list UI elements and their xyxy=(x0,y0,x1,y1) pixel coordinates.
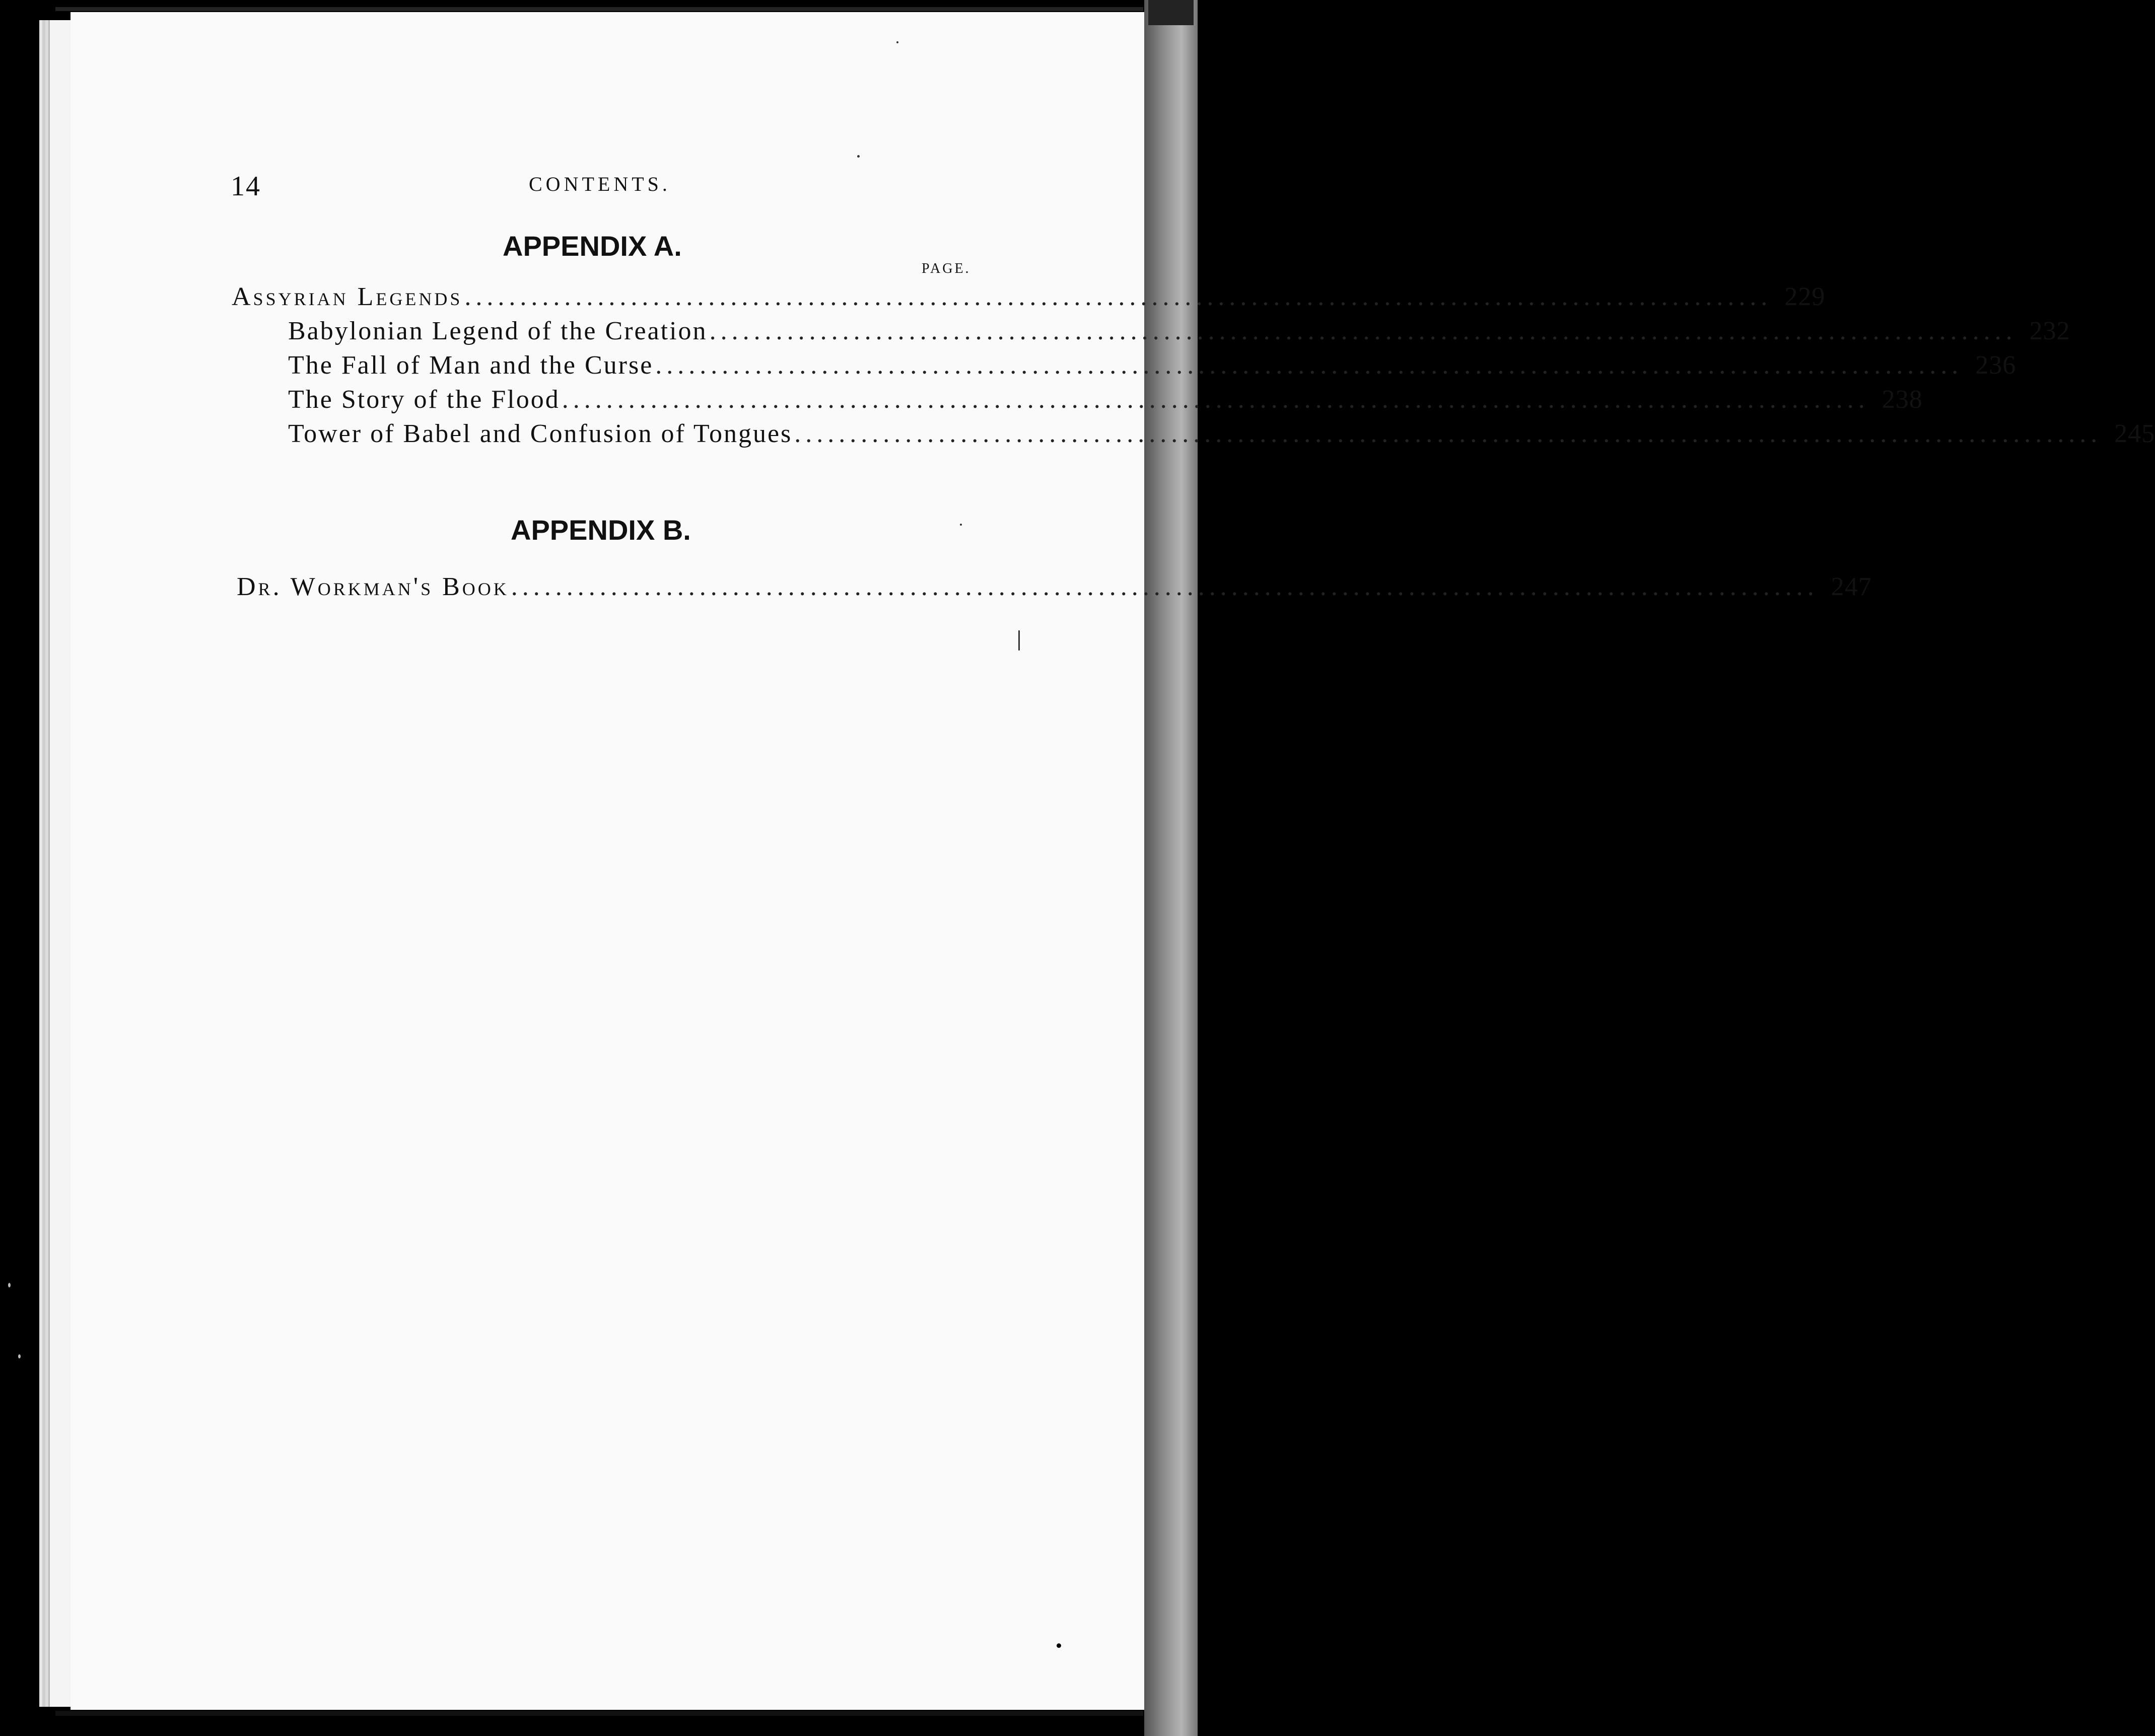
running-title: CONTENTS. xyxy=(529,173,671,195)
toc-entry-page: 232 xyxy=(2029,317,2070,345)
toc-entry[interactable] xyxy=(232,282,1826,312)
scan-speck xyxy=(857,155,860,158)
book-gutter xyxy=(1144,0,1198,1736)
toc-entry-page: 245 xyxy=(2114,419,2155,448)
appendix-a-heading: APPENDIX A. xyxy=(503,230,682,262)
toc-entry-title: Assyrian Legends xyxy=(232,282,463,311)
toc-entry-page: 229 xyxy=(1784,282,1826,311)
toc-entry-page: 238 xyxy=(1882,385,1923,414)
scan-border-bottom xyxy=(55,1711,1143,1716)
dot-leader: ...................................................................................................................... xyxy=(511,572,1819,601)
toc-entry-title: Tower of Babel and Confusion of Tongues xyxy=(288,419,793,448)
toc-entry[interactable] xyxy=(288,350,2017,380)
toc-entry[interactable] xyxy=(288,385,1923,414)
dot-leader: ...................................................................................................................... xyxy=(794,419,2102,448)
scan-speck xyxy=(18,1354,21,1358)
book-page xyxy=(71,12,1148,1710)
toc-entry-page: 236 xyxy=(1975,351,2017,380)
appendix-b-heading: APPENDIX B. xyxy=(511,514,691,546)
page-column-label: PAGE. xyxy=(922,261,971,276)
toc-entry-title: The Fall of Man and the Curse xyxy=(288,351,654,380)
dot-leader: ...................................................................................................................... xyxy=(562,385,1869,414)
toc-entry-title: The Story of the Flood xyxy=(288,385,560,414)
toc-entry-title: Babylonian Legend of the Creation xyxy=(288,317,708,345)
toc-entry[interactable] xyxy=(237,572,1872,602)
page-number: 14 xyxy=(231,171,261,202)
scan-speck xyxy=(8,1283,11,1287)
dot-leader: ...................................................................................................................... xyxy=(709,317,2017,345)
scan-border-top xyxy=(55,7,1143,11)
scan-speck xyxy=(960,524,962,526)
scan-speck xyxy=(1057,1643,1061,1648)
dot-leader: ...................................................................................................................... xyxy=(464,282,1772,311)
toc-entry[interactable] xyxy=(288,419,2155,449)
toc-entry[interactable] xyxy=(288,316,2070,346)
gutter-shadow xyxy=(1148,0,1194,25)
scan-speck xyxy=(896,41,898,43)
scan-speck xyxy=(1018,630,1020,650)
toc-entry-title: Dr. Workman's Book xyxy=(237,572,509,601)
toc-entry-page: 247 xyxy=(1831,572,1872,601)
dot-leader: ...................................................................................................................... xyxy=(655,351,1963,380)
